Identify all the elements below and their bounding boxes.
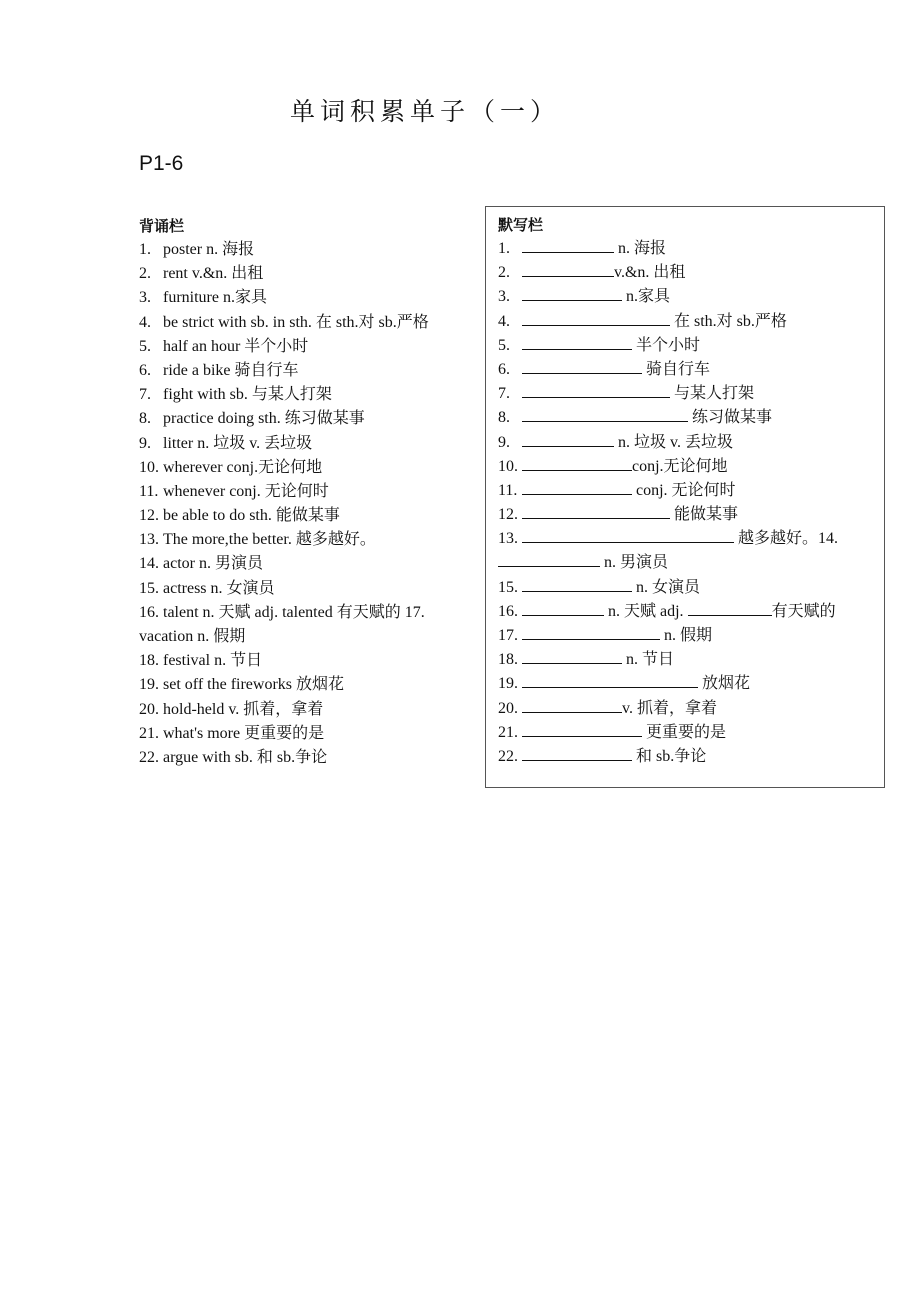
item-text: ride a bike 骑自行车 [163,361,299,379]
answer-blank[interactable] [522,672,698,688]
recite-item [139,649,484,673]
dictation-item [498,455,882,479]
recite-item [139,359,484,383]
dictation-item [498,261,882,285]
recite-item [139,528,484,552]
answer-blank[interactable] [522,648,622,664]
recite-item [139,432,484,456]
dictation-item [498,527,882,551]
item-number: 5. [139,337,151,355]
dictation-item [498,237,882,261]
item-number: 10. [498,457,518,475]
item-text: whenever conj. 无论何时 [163,482,329,500]
item-hint: 练习做某事 [688,409,773,427]
item-hint: v.&n. 出租 [614,264,686,282]
recite-heading: 背诵栏 [139,217,185,235]
item-hint: conj.无论何地 [632,457,728,475]
item-text: vacation n. 假期 [139,628,246,645]
recite-item [139,286,484,310]
item-number: 11. [139,482,159,500]
recite-item [139,601,484,625]
item-hint: n. 男演员 [600,554,669,572]
item-number: 7. [139,386,151,404]
item-hint: n. 假期 [660,627,713,644]
item-number: 11. [498,481,518,499]
recite-item [139,577,484,601]
recite-item [139,311,484,335]
item-text: hold-held v. 抓着，拿着 [163,700,324,718]
item-hint: n. 海报 [614,240,667,257]
item-hint: 半个小时 [632,336,701,354]
recite-item [139,262,484,286]
answer-blank[interactable] [688,600,772,616]
answer-blank[interactable] [522,576,632,592]
item-number: 18. [139,652,159,670]
item-text: set off the fireworks 放烟花 [163,676,345,694]
dictation-item [498,697,882,721]
dictation-item [498,285,882,309]
item-number: 15. [498,578,518,596]
item-number: 19. [139,676,159,694]
item-number: 20. [498,699,518,717]
answer-blank[interactable] [522,237,614,253]
item-number: 21. [498,723,518,741]
item-text: festival n. 节日 [163,652,263,670]
item-hint: 放烟花 [698,675,751,693]
item-text: actress n. 女演员 [163,579,275,597]
item-text: what's more 更重要的是 [163,724,325,742]
item-hint: 越多越好。14. [734,530,839,548]
dictation-heading: 默写栏 [498,216,544,234]
dictation-item [498,672,882,696]
item-number: 6. [498,360,510,378]
answer-blank[interactable] [522,721,642,737]
item-number: 16. [139,603,159,621]
page-title: 单词积累单子（一） [290,97,561,126]
item-hint: 与某人打架 [670,385,755,403]
dictation-item [498,479,882,503]
recite-item [139,552,484,576]
item-hint: v. 抓着，拿着 [622,699,717,717]
item-number: 18. [498,651,518,669]
item-number: 1. [498,240,510,257]
answer-blank[interactable] [522,600,604,616]
item-number: 8. [139,410,151,428]
dictation-item [498,334,882,358]
item-hint: 骑自行车 [642,360,711,378]
item-number: 2. [498,264,510,282]
item-number: 19. [498,675,518,693]
item-number: 17. [498,627,518,644]
page-reference: P1-6 [139,152,184,175]
item-number: 6. [139,361,151,379]
item-number: 7. [498,385,510,403]
item-text: The more,the better. 越多越好。 [163,531,376,549]
dictation-item [498,551,882,575]
item-text: rent v.&n. 出租 [163,265,264,283]
dictation-item [498,745,882,769]
dictation-item [498,503,882,527]
dictation-item [498,721,882,745]
dictation-item [498,600,882,624]
item-number: 10. [139,458,159,476]
recite-item [139,698,484,722]
answer-blank[interactable] [522,455,632,471]
item-text: wherever conj.无论何地 [163,458,323,476]
answer-blank[interactable] [522,431,614,447]
recite-item [139,456,484,480]
item-number: 4. [498,312,510,330]
item-number: 14. [139,555,159,573]
recite-item [139,238,484,262]
item-hint: n. 垃圾 v. 丢垃圾 [614,433,733,451]
recite-column [139,214,484,770]
item-number: 1. [139,241,151,258]
answer-blank[interactable] [522,261,614,277]
item-number: 22. [498,747,518,765]
item-hint: 能做某事 [670,506,739,524]
item-number: 5. [498,336,510,354]
dictation-item [498,431,882,455]
answer-blank[interactable] [522,358,642,374]
item-hint: n.家具 [622,288,671,306]
dictation-item [498,310,882,334]
answer-blank[interactable] [522,527,734,543]
item-text: poster n. 海报 [163,241,255,258]
item-number: 20. [139,700,159,718]
item-number: 13. [139,531,159,549]
item-hint: 和 sb.争论 [632,747,707,765]
item-text: half an hour 半个小时 [163,337,309,355]
dictation-item [498,382,882,406]
item-hint: 更重要的是 [642,723,727,741]
dictation-item [498,648,882,672]
item-number: 8. [498,409,510,427]
item-text: argue with sb. 和 sb.争论 [163,748,328,766]
item-number: 12. [139,507,159,525]
recite-item [139,625,484,649]
item-number: 9. [498,433,510,451]
answer-blank[interactable] [522,745,632,761]
item-number: 21. [139,724,159,742]
answer-blank[interactable] [522,285,622,301]
item-text: litter n. 垃圾 v. 丢垃圾 [163,434,313,452]
answer-blank[interactable] [522,406,688,422]
item-number: 15. [139,579,159,597]
answer-blank[interactable] [522,479,632,495]
answer-blank[interactable] [522,697,622,713]
item-number: 9. [139,434,151,452]
dictation-item [498,624,882,648]
item-text: practice doing sth. 练习做某事 [163,410,365,428]
recite-item [139,335,484,359]
item-text: be able to do sth. 能做某事 [163,507,340,525]
item-hint: 有天赋的 [771,602,836,620]
recite-item [139,722,484,746]
item-hint: 在 sth.对 sb.严格 [670,312,787,330]
item-number: 16. [498,602,518,620]
item-number: 3. [498,288,510,306]
item-text: fight with sb. 与某人打架 [163,386,332,404]
answer-blank[interactable] [522,503,670,519]
answer-blank[interactable] [522,624,660,640]
item-hint: conj. 无论何时 [632,481,736,499]
recite-item [139,504,484,528]
item-text: furniture n.家具 [163,289,267,307]
item-text: talent n. 天赋 adj. talented 有天赋的 17. [163,603,425,621]
recite-item [139,746,484,770]
item-hint: n. 女演员 [632,578,701,596]
answer-blank[interactable] [522,334,632,350]
answer-blank[interactable] [498,551,600,567]
dictation-item [498,358,882,382]
answer-blank[interactable] [522,382,670,398]
item-text: actor n. 男演员 [163,555,263,573]
recite-item [139,673,484,697]
item-number: 22. [139,748,159,766]
dictation-box [485,206,885,788]
item-text: be strict with sb. in sth. 在 sth.对 sb.严格 [163,313,429,331]
item-number: 4. [139,313,151,331]
recite-item [139,407,484,431]
item-number: 3. [139,289,151,307]
recite-item [139,383,484,407]
item-number: 12. [498,506,518,524]
item-hint: n. 节日 [622,651,675,669]
item-hint: n. 天赋 adj. [604,602,688,620]
dictation-item [498,576,882,600]
item-number: 13. [498,530,518,548]
dictation-item [498,406,882,430]
item-number: 2. [139,265,151,283]
answer-blank[interactable] [522,310,670,326]
recite-item [139,480,484,504]
